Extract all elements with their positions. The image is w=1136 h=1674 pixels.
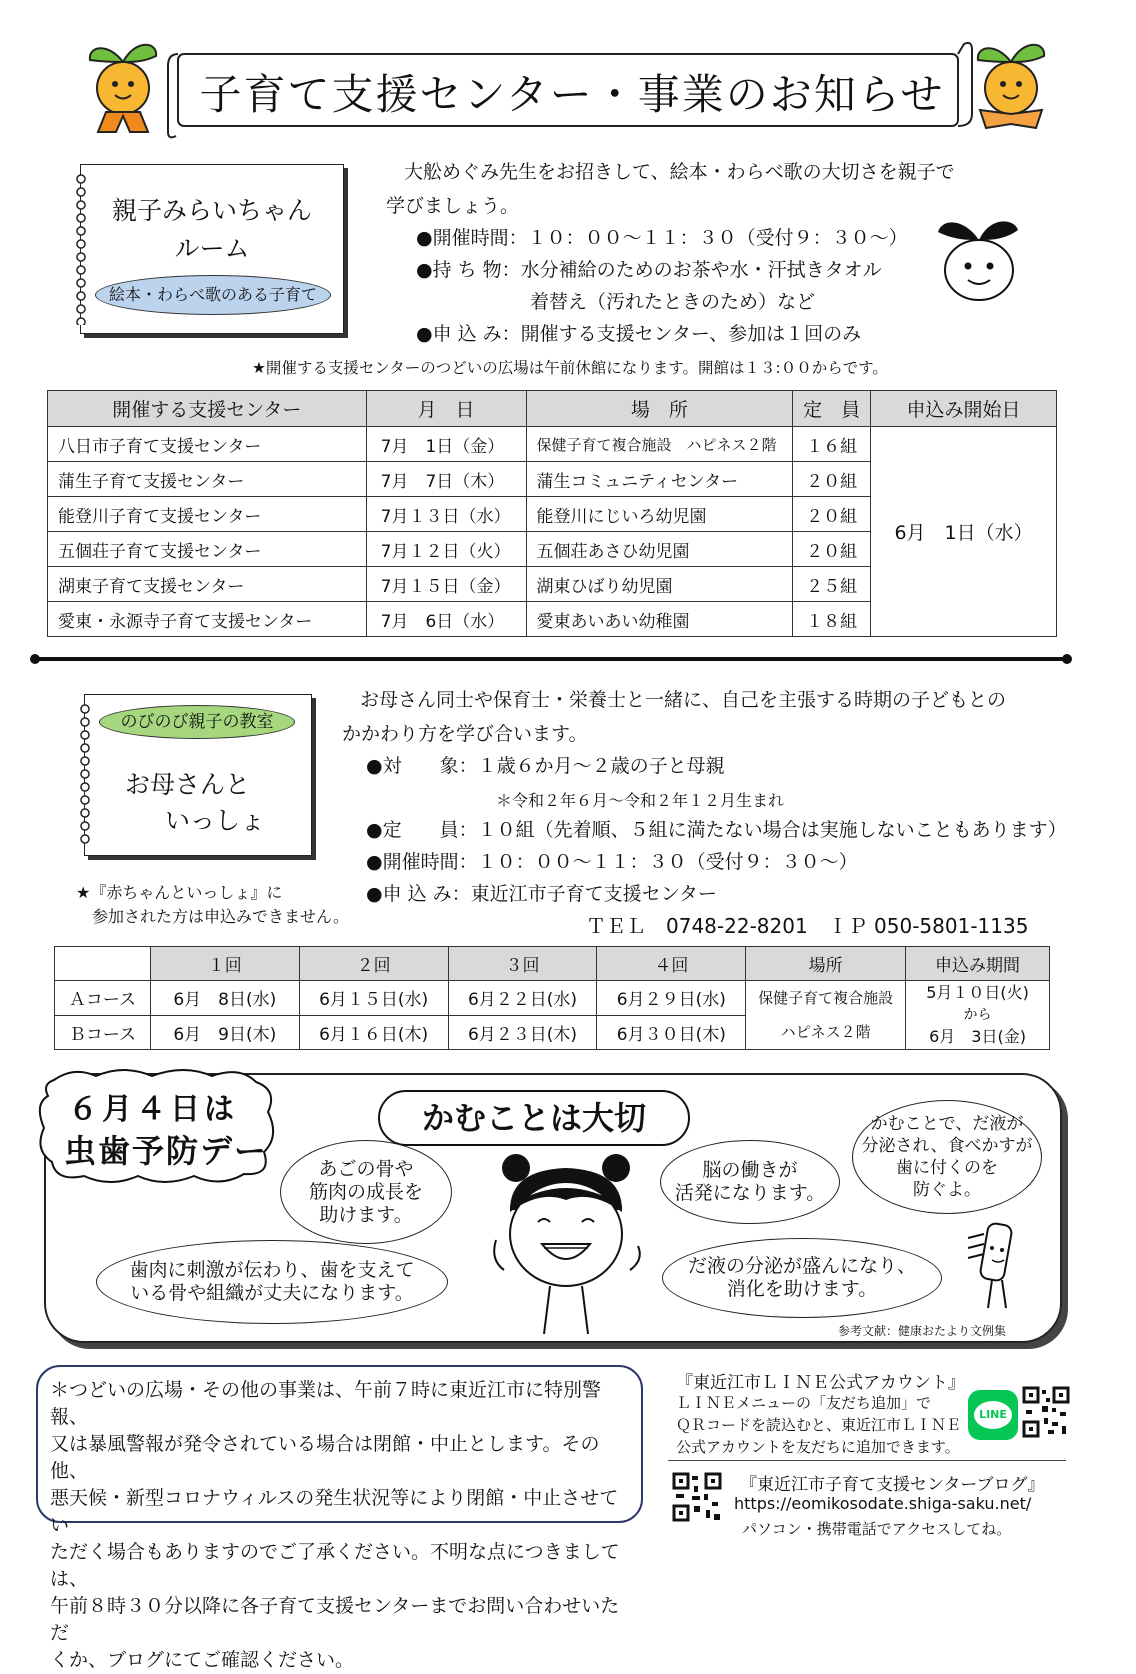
chewing-child-illustration xyxy=(480,1150,652,1334)
section1-items-line-2: 着替え（汚れたときのため）など xyxy=(530,291,816,313)
table-header-cell: 申込み期間 xyxy=(906,947,1050,981)
section2-intro-line-1: お母さん同士や保育士・栄養士と一緒に、自己を主張する時期の子どもとの xyxy=(360,689,1007,711)
date-cell: 6月 8日(水) xyxy=(150,981,299,1016)
date-cell: 6月２９日(水) xyxy=(597,981,746,1016)
table-mother-class-schedule xyxy=(54,946,1050,1050)
table-header-cell xyxy=(55,947,151,981)
badge-line-1: ６月４日は xyxy=(68,1092,238,1127)
place-line-1: 保健子育て複合施設 xyxy=(758,989,894,1007)
bubble-line: 防ぐよ。 xyxy=(913,1180,981,1200)
speech-bubble-brain xyxy=(660,1140,840,1224)
speech-bubble-saliva xyxy=(852,1100,1042,1214)
date-cell: 6月１５日(水) xyxy=(299,981,448,1016)
place-cell: 蒲生コミュニティセンター xyxy=(526,462,793,497)
capacity-cell: ２０組 xyxy=(793,532,871,567)
table-header-cell: １回 xyxy=(150,947,299,981)
date-cell: 7月 1日（金） xyxy=(366,427,526,462)
bubble-text xyxy=(675,1159,825,1205)
box-title-line-2: いっしょ xyxy=(165,806,266,835)
notice-line: 又は暴風警報が発令されている場合は閉館・中止とします。その他、 xyxy=(50,1433,600,1482)
line-account-desc-3: 公式アカウントを友だちに追加できます。 xyxy=(676,1438,960,1456)
badge-line-2: 虫歯予防デー xyxy=(64,1132,269,1170)
center-cell: 愛東・永源寺子育て支援センター xyxy=(48,602,367,637)
blog-access-note: パソコン・携帯電話でアクセスしてね。 xyxy=(742,1520,1012,1538)
bubble-line: 助けます。 xyxy=(319,1203,413,1226)
dental-reference: 参考文献：健康おたより文例集 xyxy=(838,1324,1007,1338)
spiral-binding-icon xyxy=(75,703,95,847)
box-title-line-2: ルーム xyxy=(174,234,250,263)
date-cell: 6月 9日(木) xyxy=(150,1015,299,1050)
section-divider xyxy=(34,657,1070,661)
capacity-cell: ２０組 xyxy=(793,462,871,497)
place-cell: 保健子育て複合施設 ハピネス２階 xyxy=(526,427,793,462)
line-logo-icon[interactable] xyxy=(968,1390,1018,1440)
table-row xyxy=(55,981,1050,1016)
dental-title xyxy=(378,1090,690,1146)
section1-items-line-1: ●持 ち 物：水分補給のためのお茶や水・汗拭きタオル xyxy=(416,259,882,281)
line-logo-bubble xyxy=(974,1401,1012,1429)
center-cell: 能登川子育て支援センター xyxy=(48,497,367,532)
section2-intro-line-2: かかわり方を学び合います。 xyxy=(342,723,588,745)
center-cell: 蒲生子育て支援センター xyxy=(48,462,367,497)
section2-box-note-line-1: ★『赤ちゃんといっしょ』に xyxy=(76,883,283,902)
bubble-text xyxy=(309,1158,423,1227)
table-header-cell: ２回 xyxy=(299,947,448,981)
table-header-row xyxy=(48,391,1057,427)
place-cell: 湖東ひばり幼児園 xyxy=(526,567,793,602)
section1-time: ●開催時間：１０：００～１１：３０（受付９：３０～） xyxy=(416,227,908,249)
center-cell: 八日市子育て支援センター xyxy=(48,427,367,462)
date-cell: 7月１３日（水） xyxy=(366,497,526,532)
line-account-desc-2: ＱＲコードを読込むと、東近江市ＬＩＮＥ xyxy=(676,1416,962,1434)
bubble-line: 消化を助けます。 xyxy=(726,1278,878,1300)
date-cell: 7月１５日（金） xyxy=(366,567,526,602)
bubble-line: 脳の働きが xyxy=(702,1159,798,1181)
box-title-line-1: 親子みらいちゃん xyxy=(111,196,312,225)
bubble-line: かむことで、だ液が xyxy=(870,1114,1024,1134)
place-line-2: ハピネス２階 xyxy=(780,1023,871,1041)
place-cell: 愛東あいあい幼稚園 xyxy=(526,602,793,637)
smiley-character-illustration xyxy=(924,214,1034,306)
course-cell: Ａコース xyxy=(55,981,151,1016)
section2-tel: ＴＥＬ 0748-22-8201 ＩＰ 050-5801-1135 xyxy=(586,914,1029,938)
capacity-cell: １８組 xyxy=(793,602,871,637)
section1-intro-line-2: 学びましょう。 xyxy=(386,195,520,217)
title-banner xyxy=(168,40,976,140)
capacity-cell: ２０組 xyxy=(793,497,871,532)
closure-notice-box xyxy=(36,1365,643,1671)
bubble-text xyxy=(688,1255,916,1301)
bubble-line: 歯に付くのを xyxy=(896,1158,998,1178)
start-date-cell: 6月 1日（水） xyxy=(871,427,1057,637)
table-mirai-room-schedule xyxy=(47,390,1057,637)
center-cell: 五個荘子育て支援センター xyxy=(48,532,367,567)
bubble-line: 活発になります。 xyxy=(674,1182,826,1204)
date-cell: 6月２３日(木) xyxy=(448,1015,597,1050)
mascot-right-illustration xyxy=(966,32,1056,142)
period-line-3: 6月 3日(金) xyxy=(929,1027,1026,1046)
toothbrush-character-illustration xyxy=(958,1218,1034,1314)
date-cell: 7月 7日（木） xyxy=(366,462,526,497)
line-account-desc-1: ＬＩＮＥメニューの「友だち追加」で xyxy=(676,1394,932,1412)
period-line-2: から xyxy=(963,1007,992,1023)
bubble-line: だ液の分泌が盛んになり、 xyxy=(687,1255,916,1277)
line-divider xyxy=(668,1460,1066,1461)
table-header-cell: 場 所 xyxy=(526,391,793,427)
period-cell xyxy=(906,981,1050,1050)
notebook-box-mother-class xyxy=(84,694,312,856)
line-logo-text: LINE xyxy=(979,1408,1007,1421)
section2-target-note: ＊令和２年６月～令和２年１２月生まれ xyxy=(496,791,785,810)
dental-title-text: かむことは大切 xyxy=(421,1099,646,1137)
line-account-title: 『東近江市ＬＩＮＥ公式アカウント』 xyxy=(676,1373,965,1393)
place-cell: 五個荘あさひ幼児園 xyxy=(526,532,793,567)
bubble-line: 分泌され、食べかすが xyxy=(861,1136,1033,1156)
bubble-text xyxy=(861,1113,1032,1201)
blog-title: 『東近江市子育て支援センターブログ』 xyxy=(740,1475,1045,1495)
notice-line: くか、ブログにてご確認ください。 xyxy=(50,1649,355,1671)
period-line-1: 5月１０日(火) xyxy=(926,983,1029,1002)
notice-line: 午前８時３０分以降に各子育て支援センターまでお問い合わせいただ xyxy=(50,1595,620,1644)
box-subtitle-pill: 絵本・わらべ歌のある子育て xyxy=(95,275,331,315)
section2-box-note-line-2: 参加された方は申込みできません。 xyxy=(92,907,349,926)
bubble-line: いる骨や組織が丈夫になります。 xyxy=(130,1282,414,1304)
mascot-left-illustration xyxy=(78,32,168,142)
date-cell: 6月２２日(水) xyxy=(448,981,597,1016)
table-header-cell: 月 日 xyxy=(366,391,526,427)
table-row xyxy=(48,427,1057,462)
date-cell: 6月３０日(木) xyxy=(597,1015,746,1050)
section1-intro-line-1: 大舩めぐみ先生をお招きして、絵本・わらべ歌の大切さを親子で xyxy=(404,161,955,183)
section2-capacity: ●定 員：１０組（先着順、５組に満たない場合は実施しないこともあります） xyxy=(366,819,1067,841)
section2-target: ●対 象：１歳６か月～２歳の子と母親 xyxy=(366,755,725,777)
divider-endpoint-right xyxy=(1062,654,1072,664)
speech-bubble-digestion xyxy=(662,1238,942,1318)
cavity-prevention-day-badge xyxy=(34,1066,280,1186)
box-subtitle-pill: のびのび親子の教室 xyxy=(99,705,295,739)
table-header-cell: ３回 xyxy=(448,947,597,981)
bubble-line: 筋肉の成長を xyxy=(308,1180,423,1203)
place-cell: 能登川にじいろ幼児園 xyxy=(526,497,793,532)
box-title-line-1: お母さんと xyxy=(125,770,251,799)
page-title: 子育て支援センター・事業のお知らせ xyxy=(199,70,945,119)
place-cell xyxy=(746,981,906,1050)
line-qr-code-icon[interactable] xyxy=(1022,1386,1070,1438)
center-cell: 湖東子育て支援センター xyxy=(48,567,367,602)
table-header-row xyxy=(55,947,1050,981)
speech-bubble-gums xyxy=(96,1240,448,1324)
table-header-cell: 場所 xyxy=(746,947,906,981)
course-cell: Ｂコース xyxy=(55,1015,151,1050)
speech-bubble-jaw xyxy=(280,1140,452,1244)
notebook-box-mirai-room xyxy=(80,164,344,334)
table-header-cell: 開催する支援センター xyxy=(48,391,367,427)
table-header-cell: 定 員 xyxy=(793,391,871,427)
table-header-cell: ４回 xyxy=(597,947,746,981)
section2-apply: ●申 込 み：東近江市子育て支援センター xyxy=(366,883,717,905)
bubble-line: 歯肉に刺激が伝わり、歯を支えて xyxy=(129,1259,415,1281)
capacity-cell: １６組 xyxy=(793,427,871,462)
blog-url-link[interactable]: https://eomikosodate.shiga-saku.net/ xyxy=(734,1494,1032,1513)
table-header-cell: 申込み開始日 xyxy=(871,391,1057,427)
bubble-text xyxy=(129,1259,414,1305)
notice-line: ＊つどいの広場・その他の事業は、午前７時に東近江市に特別警報、 xyxy=(50,1379,602,1428)
notice-line: ただく場合もありますのでご了承ください。不明な点につきましては、 xyxy=(50,1541,620,1590)
section2-time: ●開催時間：１０：００～１１：３０（受付９：３０～） xyxy=(366,851,858,873)
blog-qr-code-icon[interactable] xyxy=(672,1472,722,1522)
date-cell: 6月１６日(木) xyxy=(299,1015,448,1050)
date-cell: 7月 6日（水） xyxy=(366,602,526,637)
capacity-cell: ２５組 xyxy=(793,567,871,602)
section1-apply: ●申 込 み：開催する支援センター、参加は１回のみ xyxy=(416,323,862,345)
date-cell: 7月１２日（火） xyxy=(366,532,526,567)
section1-note: ★開催する支援センターのつどいの広場は午前休館になります。開館は１３:００からです。 xyxy=(252,359,888,377)
notice-line: 悪天候・新型コロナウィルスの発生状況等により閉館・中止させてい xyxy=(50,1487,619,1536)
bubble-line: あごの骨や xyxy=(318,1157,414,1180)
